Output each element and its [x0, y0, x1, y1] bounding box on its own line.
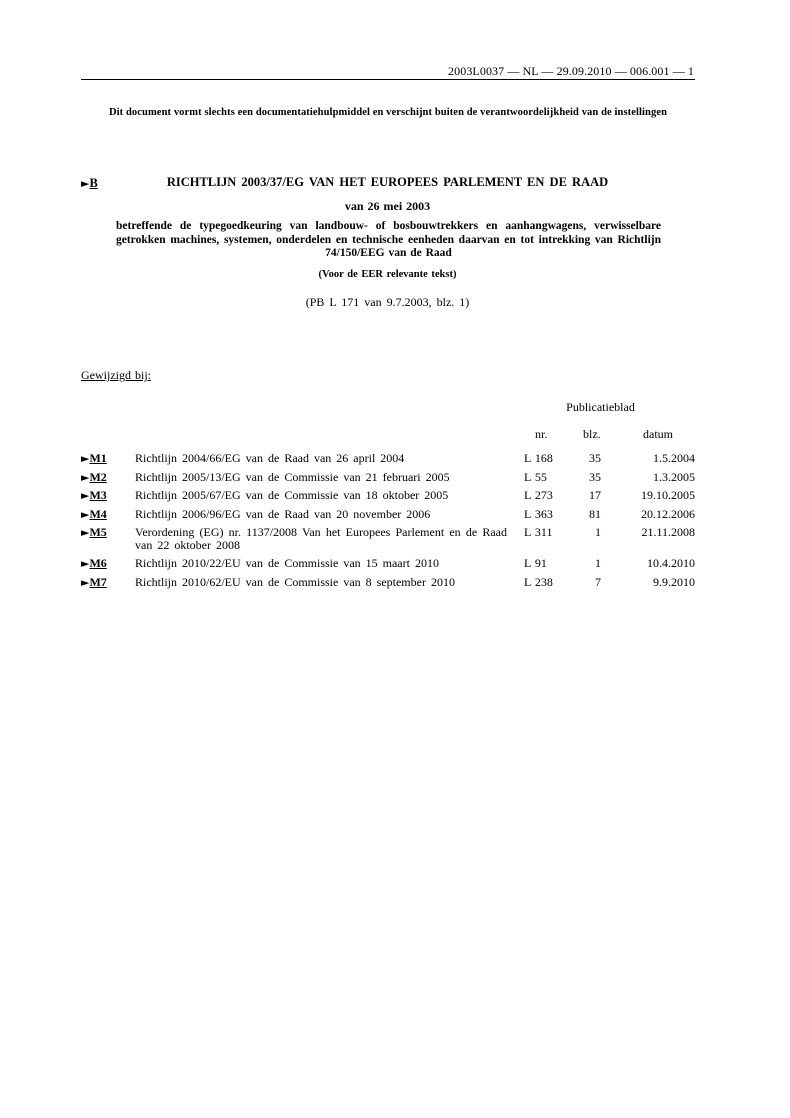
- amendment-page: 35: [589, 451, 601, 465]
- amendment-title: Richtlijn 2004/66/EG van de Raad van 26 april 2004: [135, 451, 405, 465]
- amendment-page: 81: [589, 507, 601, 521]
- amendment-marker[interactable]: [81, 526, 107, 540]
- document-reference: 2003L0037 — NL — 29.09.2010 — 006.001 — 1: [448, 64, 694, 78]
- header-divider: [81, 79, 695, 80]
- amendment-date: 21.11.2008: [641, 525, 695, 539]
- amendment-title: Richtlijn 2005/67/EG van de Commissie van 18 oktober 2005: [135, 488, 449, 502]
- act-title: RICHTLIJN 2003/37/EG VAN HET EUROPEES PARLEMENT EN DE RAAD: [166, 175, 609, 189]
- amendment-oj-number: L 363: [524, 507, 553, 521]
- act-date: van 26 mei 2003: [344, 199, 431, 213]
- amendment-marker[interactable]: [81, 508, 107, 522]
- base-act-marker[interactable]: [81, 176, 98, 191]
- amendment-page: 7: [595, 575, 601, 589]
- amendment-page: 17: [589, 488, 601, 502]
- arrow-right-icon: ►: [81, 177, 90, 190]
- disclaimer-text: Dit document vormt slechts een documentatiehulpmiddel en verschijnt buiten de verantwoordelijkheid van de instellingen: [108, 107, 668, 118]
- base-act-code-link[interactable]: B: [89, 176, 98, 190]
- amendment-marker[interactable]: [81, 471, 107, 485]
- amendment-date: 10.4.2010: [647, 556, 695, 570]
- amendment-title: Richtlijn 2010/62/EU van de Commissie van 8 september 2010: [135, 575, 455, 589]
- arrow-right-icon: ►: [81, 557, 90, 570]
- eea-relevance-note: (Voor de EER relevante tekst): [318, 269, 457, 280]
- amendment-oj-number: L 55: [524, 470, 547, 484]
- amendment-page: 1: [595, 556, 601, 570]
- amendment-oj-number: L 311: [524, 525, 553, 539]
- amendment-code-link[interactable]: M4: [89, 507, 107, 521]
- amendment-date: 1.3.2005: [653, 470, 695, 484]
- amendment-code-link[interactable]: M6: [89, 556, 107, 570]
- act-subject: betreffende de typegoedkeuring van landbouw- of bosbouwtrekkers en aanhangwagens, verwisselbare getrokken machines, systemen, onderdelen en technische eenheden daarvan en tot intrekking van Richtlijn 74/150/EEG van de Raad: [116, 220, 661, 259]
- amendment-marker[interactable]: [81, 489, 107, 503]
- arrow-right-icon: ►: [81, 489, 90, 502]
- amendment-oj-number: L 91: [524, 556, 547, 570]
- arrow-right-icon: ►: [81, 576, 90, 589]
- arrow-right-icon: ►: [81, 452, 90, 465]
- amendment-date: 19.10.2005: [641, 488, 695, 502]
- column-header-nr: nr.: [535, 427, 548, 441]
- amendment-oj-number: L 238: [524, 575, 553, 589]
- amendment-code-link[interactable]: M1: [89, 451, 107, 465]
- arrow-right-icon: ►: [81, 508, 90, 521]
- amendment-date: 20.12.2006: [641, 507, 695, 521]
- amendment-title: Richtlijn 2006/96/EG van de Raad van 20 november 2006: [135, 507, 431, 521]
- arrow-right-icon: ►: [81, 526, 90, 539]
- amendment-code-link[interactable]: M7: [89, 575, 107, 589]
- amendment-marker[interactable]: [81, 576, 107, 590]
- amended-by-heading: Gewijzigd bij:: [81, 368, 151, 382]
- amendment-page: 35: [589, 470, 601, 484]
- amendment-code-link[interactable]: M5: [89, 525, 107, 539]
- amendment-title: Richtlijn 2010/22/EU van de Commissie van 15 maart 2010: [135, 556, 439, 570]
- amendment-marker[interactable]: [81, 557, 107, 571]
- publication-heading: Publicatieblad: [566, 400, 635, 414]
- amendment-marker[interactable]: [81, 452, 107, 466]
- amendment-code-link[interactable]: M3: [89, 488, 107, 502]
- column-header-blz: blz.: [583, 427, 601, 441]
- amendment-title: Verordening (EG) nr. 1137/2008 Van het Europees Parlement en de Raad van 22 oktober 2008: [135, 525, 507, 552]
- column-header-datum: datum: [643, 427, 673, 441]
- amendment-code-link[interactable]: M2: [89, 470, 107, 484]
- arrow-right-icon: ►: [81, 471, 90, 484]
- amendment-oj-number: L 273: [524, 488, 553, 502]
- amendment-date: 9.9.2010: [653, 575, 695, 589]
- official-journal-reference: (PB L 171 van 9.7.2003, blz. 1): [305, 295, 470, 309]
- amendment-oj-number: L 168: [524, 451, 553, 465]
- amendment-page: 1: [595, 525, 601, 539]
- amendment-date: 1.5.2004: [653, 451, 695, 465]
- amendment-title: Richtlijn 2005/13/EG van de Commissie van 21 februari 2005: [135, 470, 450, 484]
